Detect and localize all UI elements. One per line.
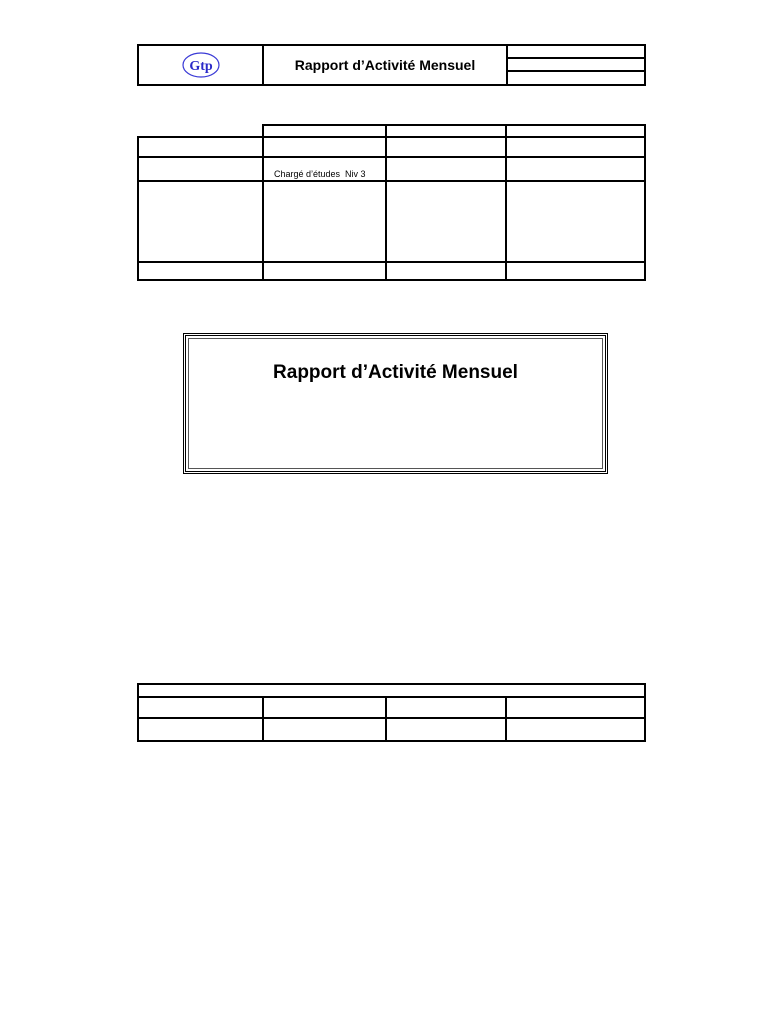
role-text: Chargé d’études Niv 3 [274,169,366,179]
document-header [137,44,646,86]
info-table [137,124,646,281]
info-table-cell [505,180,646,263]
info-table-cell [385,180,507,263]
info-table-cell [137,261,264,281]
logo-cell [137,44,264,86]
bottom-table-cell [385,717,507,742]
info-table-cell [137,156,264,182]
bottom-table [137,683,646,742]
info-table-cell [385,136,507,158]
info-table-cell [262,180,387,263]
header-title-cell [262,44,508,86]
info-table-cell [505,156,646,182]
info-table-cell [505,261,646,281]
bottom-table-cell [505,696,646,719]
bottom-table-cell [262,717,387,742]
report-title: Rapport d’Activité Mensuel [273,362,518,383]
info-table-cell-role [262,156,387,182]
info-table-cell [385,261,507,281]
info-table-cell [137,180,264,263]
svg-text:Gtp: Gtp [188,59,213,74]
bottom-table-cell [505,717,646,742]
info-table-cell [137,136,264,158]
bottom-table-cell [137,717,264,742]
info-table-cell [385,156,507,182]
bottom-table-cell [262,696,387,719]
header-title: Rapport d’Activité Mensuel [294,57,476,73]
bottom-table-cell [137,696,264,719]
bottom-table-cell [385,696,507,719]
info-table-cell [262,261,387,281]
report-title-box [183,333,608,474]
info-table-cell [505,136,646,158]
header-right-cell-3 [506,70,646,86]
info-table-cell [262,136,387,158]
gtp-logo [181,50,221,80]
